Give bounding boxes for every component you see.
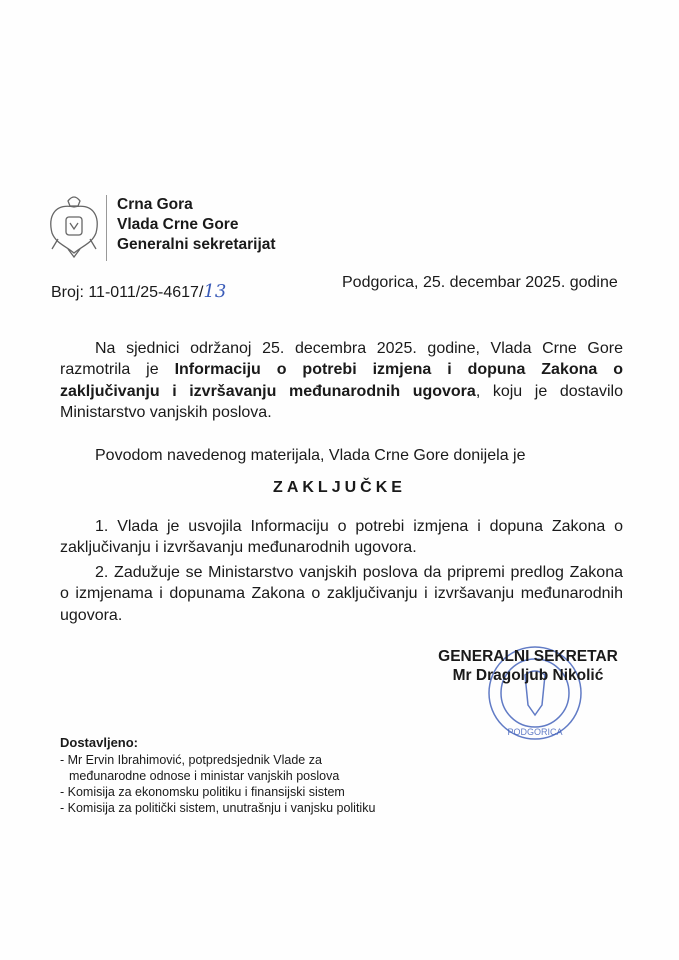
intro-paragraph: Na sjednici održanoj 25. decembra 2025. godine, Vlada Crne Gore razmotrila je Informaciju o potrebi izmjena i dopuna Zakona o zaključivanju i izvršavanju međunarodnih ugovora, koju je dostavilo Ministarstvo vanjskih poslova. bbox=[60, 340, 624, 421]
handwritten-number: 13 bbox=[203, 281, 227, 302]
signatory-name: Mr Dragoljub Nikolić bbox=[452, 667, 604, 684]
conclusion-2: 2. Zadužuje se Ministarstvo vanjskih poslova da pripremi predlog Zakona o izmjenama i dopunama Zakona o zaključivanju i izvršavanju međunarodnih ugovora. bbox=[60, 564, 623, 624]
delivered-item: - Komisija za politički sistem, unutrašnju i vanjsku politiku bbox=[60, 801, 376, 815]
signatory-role: GENERALNI SEKRETAR bbox=[438, 648, 618, 665]
department-name: Generalni sekretarijat bbox=[117, 236, 276, 253]
information-title: Informaciju o potrebi izmjena i dopuna Zakona o zaključivanju i izvršavanju međunarodnih ugovora bbox=[60, 361, 624, 400]
reference-number: Broj: 11-011/25-4617/13 bbox=[51, 281, 227, 302]
conclusions-title: ZAKLJUČKE bbox=[273, 479, 406, 496]
svg-text:PODGORICA: PODGORICA bbox=[507, 727, 563, 737]
government-name: Vlada Crne Gore bbox=[117, 216, 239, 233]
delivered-item: - Mr Ervin Ibrahimović, potpredsjednik Vlade za bbox=[60, 753, 322, 767]
intro-paragraph-2: Povodom navedenog materijala, Vlada Crne Gore donijela je bbox=[95, 447, 526, 464]
conclusion-1: 1. Vlada je usvojila Informaciju o potrebi izmjena i dopuna Zakona o zaključivanju i izvršavanju međunarodnih ugovora. bbox=[60, 518, 623, 557]
delivered-item: međunarodne odnose i ministar vanjskih poslova bbox=[69, 769, 340, 783]
country-name: Crna Gora bbox=[117, 196, 193, 213]
place-date: Podgorica, 25. decembar 2025. godine bbox=[342, 274, 618, 291]
coat-of-arms-icon bbox=[44, 193, 104, 259]
delivered-label: Dostavljeno: bbox=[60, 735, 139, 750]
header-divider bbox=[106, 195, 107, 261]
delivered-item: - Komisija za ekonomsku politiku i finansijski sistem bbox=[60, 785, 345, 799]
